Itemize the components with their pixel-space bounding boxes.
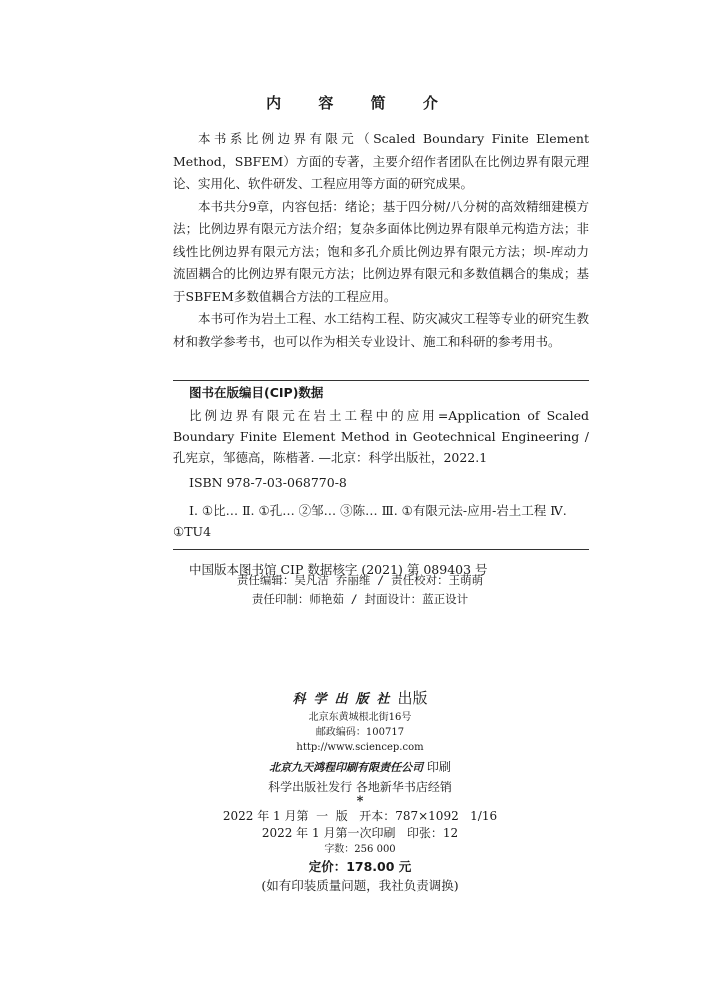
cip-check-number: 中国版本图书馆 CIP 数据核字 (2021) 第 089403 号 bbox=[189, 562, 488, 577]
printer-logo: 北京九天鸿程印刷有限责任公司 bbox=[269, 761, 424, 774]
edition-line: 2022 年 1 月第 一 版 开本：787×1092 1/16 bbox=[222, 809, 498, 823]
price: 定价：178.00 元 bbox=[308, 859, 412, 874]
summary-paragraph: 本书系比例边界有限元（Scaled Boundary Finite Element Method，SBFEM）方面的专著，主要介绍作者团队在比例边界有限元理论、实用化、软件研发、工程应用等方面的研究成果。 bbox=[173, 131, 589, 191]
summary-paragraph: 本书可作为岩土工程、水工结构工程、防灾减灾工程等专业的研究生教材和教学参考书，也可以作为相关专业设计、施工和科研的参考用书。 bbox=[173, 311, 589, 349]
editors-block bbox=[0, 571, 720, 609]
printer-line bbox=[0, 757, 720, 778]
summary-paragraph: 本书共分9章，内容包括：绪论；基于四分树/八分树的高效精细建模方法；比例边界有限元方法介绍；复杂多面体比例边界有限单元构造方法；非线性比例边界有限元方法；饱和多孔介质比例边界有限元方法；坝-库动力流固耦合的比例边界有限元方法；比例边界有限元和多数值耦合的集成；基于SBFEM多数值耦合方法的工程应用。 bbox=[173, 198, 589, 304]
cip-classification: Ⅰ. ①比… Ⅱ. ①孔… ②邹… ③陈… Ⅲ. ①有限元法-应用-岩土工程 Ⅳ. ①TU4 bbox=[173, 503, 567, 539]
editors-line: 责任印制：师艳茹 / 封面设计：蓝正设计 bbox=[251, 592, 469, 606]
editors-line: 责任编辑：吴凡洁 乔丽维 / 责任校对：王萌萌 bbox=[236, 573, 484, 587]
publisher-suffix: 出版 bbox=[397, 689, 428, 707]
publisher-url: http://www.sciencep.com bbox=[296, 742, 424, 753]
cip-heading: 图书在版编目(CIP)数据 bbox=[189, 385, 324, 400]
word-count: 字数：256 000 bbox=[324, 844, 396, 855]
publisher-address: 北京东黄城根北街16号 bbox=[308, 712, 412, 723]
quality-notice: (如有印装质量问题，我社负责调换) bbox=[261, 878, 459, 893]
publisher-name bbox=[0, 688, 720, 710]
cip-entry: 比例边界有限元在岩土工程中的应用=Application of Scaled Boundary Finite Element Method in Geotechnical Engineering / 孔宪京，邹德高，陈楷著. —北京：科学出版社，2022.1 bbox=[173, 408, 589, 465]
content-summary bbox=[173, 128, 589, 353]
printing-line: 2022 年 1 月第一次印刷 印张：12 bbox=[261, 826, 459, 840]
separator-star: * bbox=[356, 794, 364, 809]
publisher-block bbox=[0, 688, 720, 895]
cip-middle-rule bbox=[173, 549, 589, 550]
page-title: 内 容 简 介 bbox=[266, 94, 454, 112]
cip-isbn: ISBN 978-7-03-068770-8 bbox=[189, 475, 347, 490]
printer-suffix: 印刷 bbox=[423, 760, 451, 774]
publisher-postcode: 邮政编码：100717 bbox=[315, 727, 405, 738]
cip-top-rule bbox=[173, 380, 589, 381]
cip-block bbox=[173, 380, 589, 580]
distribution-line: 科学出版社发行 各地新华书店经销 bbox=[268, 780, 452, 794]
publisher-logo: 科学出版社 bbox=[292, 692, 398, 707]
